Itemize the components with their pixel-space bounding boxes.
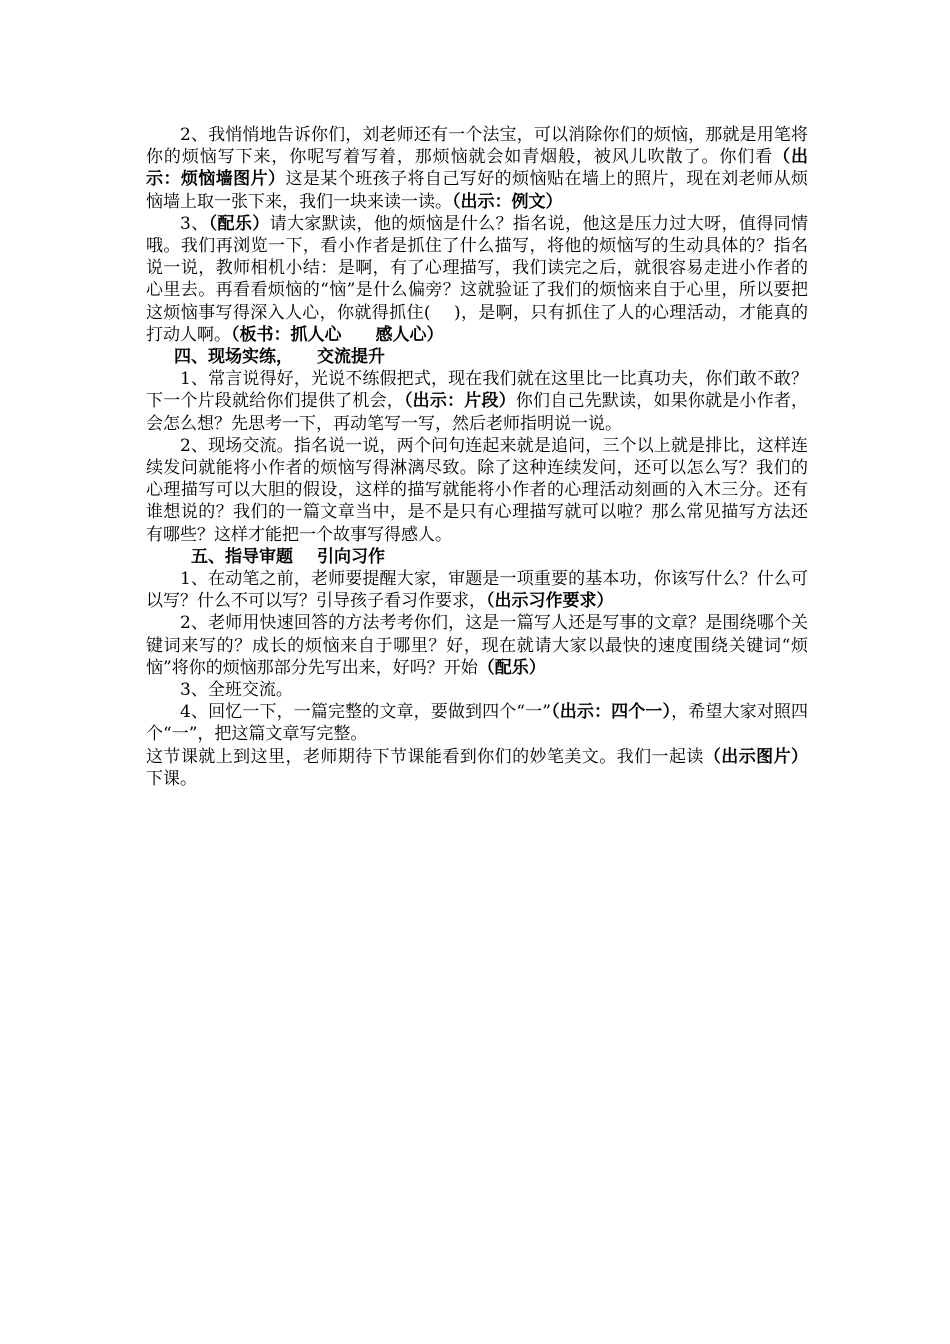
heading-part: 四、现场实练， [174,347,293,368]
bold-annotation: （板书：抓人心 感人心） [231,324,444,345]
text-segment: 2、老师用快速回答的方法考考你们，这是一篇写人还是写事的文章？是围绕哪个关键词来写的？成长的烦恼来自于哪里？好，现在就请大家以最快的速度围绕关键词“烦恼”将你的烦恼那部分先写出来，好吗？开始 [146,613,808,678]
section-heading [146,346,808,368]
bold-annotation: （出示图片） [703,746,809,767]
heading-part: 五、指导审题 [191,546,293,567]
text-segment: 你们自己先默读，如果你就是小作者，会怎么想？先思考一下，再动笔写一写，然后老师指明说一说。 [146,391,809,434]
bold-annotation: （配乐） [477,657,546,678]
bold-annotation: （出示：烦恼墙图片） [146,147,809,190]
document-page [146,124,808,790]
text-segment: 1、常言说得好，光说不练假把式，现在我们就在这里比一比真功夫，你们敢不敢？下一个片段就给你们提供了机会， [146,369,808,412]
text-segment: 1、在动笔之前，老师要提醒大家，审题是一项重要的基本功，你该写什么？什么可以写？什么不可以写？引导孩子看习作要求， [146,569,808,612]
text-segment: 这是某个班孩子将自己写好的烦恼贴在墙上的照片，现在刘老师从烦恼墙上取一张下来，我们一块来读一读。 [146,169,809,212]
text-segment: 4、回忆一下，一篇完整的文章，要做到四个“一” [180,702,551,723]
paragraph [146,435,808,546]
heading-part: 引向习作 [317,546,385,567]
text-segment: 3、全班交流。 [180,680,293,701]
bold-annotation: （出示：片段） [403,391,516,412]
paragraph [146,368,808,435]
paragraph [146,213,808,346]
text-segment: 请大家默读，他的烦恼是什么？指名说，他这是压力过大呀，值得同情哦。我们再浏览一下，看小作者是抓住了什么描写，将他的烦恼写的生动具体的？指名说一说，教师相机小结：是啊，有了心理描写，我们读完之后，就很容易走进小作者的心里去。再看看烦恼的“恼”是什么偏旁？这就验证了我们的烦恼来自于心里，所以要把这烦恼事写得深入人心，你就得抓住( )，是啊，只有抓住了人的心理活动，才能真的打动人啊。 [146,213,809,345]
bold-annotation: （出示：例文） [452,191,563,212]
text-segment: 2、我悄悄地告诉你们，刘老师还有一个法宝，可以消除你们的烦恼，那就是用笔将你的烦恼写下来，你呢写着写着，那烦恼就会如青烟般，被风儿吹散了。你们看 [146,125,808,168]
bold-annotation: （配乐） [208,213,270,234]
text-segment: 下课。 [146,768,197,789]
section-heading [146,546,808,568]
paragraph [146,701,808,745]
bold-annotation: （出示习作要求） [486,591,614,612]
paragraph [146,746,808,790]
text-segment: 这节课就上到这里，老师期待下节课能看到你们的妙笔美文。我们一起读 [146,746,704,767]
paragraph [146,612,808,679]
text-segment: 3、 [180,213,209,234]
paragraph [146,124,808,213]
paragraph [146,679,808,701]
heading-part: 交流提升 [317,347,385,368]
bold-annotation: （出示：四个一） [550,702,672,723]
text-segment: 2、现场交流。指名说一说，两个问句连起来就是追问，三个以上就是排比，这样连续发问就能将小作者的烦恼写得淋漓尽致。除了这种连续发问，还可以怎么写？我们的心理描写可以大胆的假设，这样的描写就能将小作者的心理活动刻画的入木三分。还有谁想说的？我们的一篇文章当中，是不是只有心理描写就可以啦？那么常见描写方法还有哪些？这样才能把一个故事写得感人。 [146,435,808,545]
text-segment: ，希望大家对照四个“一”，把这篇文章写完整。 [146,702,809,745]
paragraph [146,568,808,612]
